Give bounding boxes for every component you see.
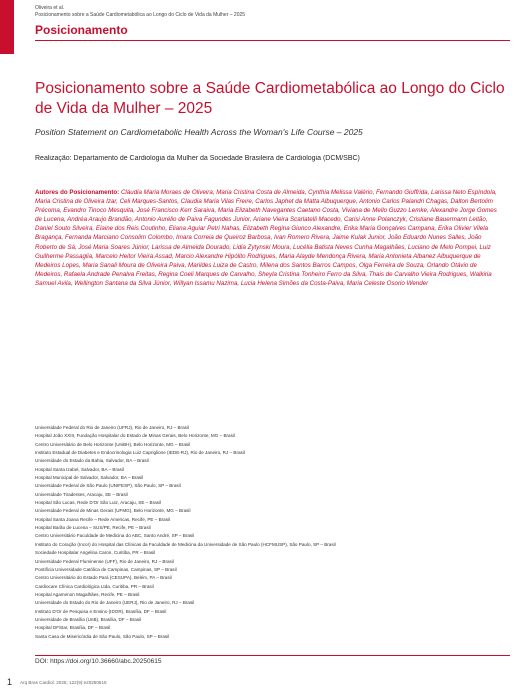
affiliation-item: Hospital Barão de Lucena – SUS/PE, Recife, PE – Brasil	[35, 525, 151, 531]
article-subtitle: Position Statement on Cardiometabolic Health Across the Woman's Life Course – 2025	[35, 127, 363, 137]
affiliation-item: Santa Casa de Misericórdia de São Paulo, São Paulo, SP – Brasil	[35, 633, 170, 639]
affiliation-item: Universidade do Estado do Rio de Janeiro (UERJ), Rio de Janeiro, RJ – Brasil	[35, 600, 195, 606]
affiliation-item: Instituto Estadual de Diabetes e Endocrinologia Luiz Capriglione (IEDE-RJ), Rio de Janeiro, RJ – Brasil	[35, 450, 245, 456]
affiliation-item: Universidade Federal de Minas Gerais (UFMG), Belo Horizonte, MG – Brasil	[35, 508, 191, 514]
affiliation-item: Hospital Santa Izabel, Salvador, BA – Brasil	[35, 466, 124, 472]
affiliation-item: Hospital Municipal de Salvador, Salvador, BA – Brasil	[35, 475, 144, 481]
affiliation-item: Hospital São Lucas, Rede D'Or São Luiz, Aracaju, SE – Brasil	[35, 500, 161, 506]
realization-line: Realização: Departamento de Cardiologia da Mulher da Sociedade Brasileira de Cardiologia (DCM/SBC)	[35, 155, 360, 162]
page-number: 1	[7, 677, 13, 687]
affiliation-item: Universidade Federal de São Paulo (UNIFESP), São Paulo, SP – Brasil	[35, 483, 181, 489]
header-accent-bar	[0, 0, 14, 54]
affiliation-item: Hospital Agamenon Magalhães, Recife, PE – Brasil	[35, 591, 140, 597]
affiliation-item: Hospital Santa Joana Recife – Rede Americas, Recife, PE – Brasil	[35, 516, 171, 522]
affiliation-item: Centro Universitário de Belo Horizonte (UniBH), Belo Horizonte, MG – Brasil	[35, 441, 191, 447]
affiliation-item: Universidade Tiradentes, Aracaju, SE – Brasil	[35, 491, 128, 497]
affiliation-item: Hospital João XXIII, Fundação Hospitalar do Estado de Minas Gerais, Belo Horizonte, MG – Brasil	[35, 433, 235, 439]
doi-link[interactable]: DOI: https://doi.org/10.36660/abc.20250615	[35, 658, 162, 665]
authors-label: Autores do Posicionamento:	[35, 189, 120, 196]
running-header	[35, 5, 495, 18]
affiliation-item: Instituto D'Or de Pesquisa e Ensino (IDOR), Brasília, DF – Brasil	[35, 608, 167, 614]
affiliation-item: Universidade de Brasília (UnB), Brasília, DF – Brasil	[35, 616, 142, 622]
affiliation-item: Universidade Federal Fluminense (UFF), Rio de Janeiro, RJ – Brasil	[35, 558, 174, 564]
affiliations-list	[35, 424, 510, 641]
affiliation-item: Universidade do Estado da Bahia, Salvador, BA – Brasil	[35, 458, 149, 464]
affiliation-item: Centro Universitário Faculdade de Medicina do ABC, Santo André, SP – Brasil	[35, 533, 195, 539]
running-header-title: Posicionamento sobre a Saúde Cardiometabólica ao Longo do Ciclo de Vida da Mulher – 2025	[35, 11, 246, 18]
authors-names: Cláudia Maria Moraes de Oliveira, Maria Cristina Costa de Almeida, Cynthia Melissa Valério, Fernando Giuffrida, Larissa Neto Espíndola, Maria Cristina de Oliveira Izar, Celi Marques-Santos, Claudia Maria Vilas Freire, Carlos Japhet da Matta Albuquerque, Antonio Carlos Palandri Chagas, Dalton Bertolim Précoma, Evandro Tinoco Mesquita, José Francisco Kerr Saraiva, Maria Elizabeth Navegantes Caetano Costa, Viviana de Mello Guzzo Lemke, Alexandre Jorge Gomes de Lucena, Andréa Araujo Brandão, Antonio Aurélio de Paiva Fagundes Junior, Ariane Vieira Scarlatelli Macedo, Carisi Anne Polanczyk, Cristiane Bauermann Leitão, Daniel Souto Silveira, Elaine dos Reis Coutinho, Eliana Aguiar Petri Nahas, Elizabeth Regina Giunco Alexandre, Erika Maria Gonçalves Campana, Erika Olivier Vilela Bragança, Fernanda Marciano Consolim Colombo, Imara Correia de Queiroz Barbosa, Ivan Romero Rivera, Jaime Kulak Junior, João Eduardo Nunes Salles, João Roberto de Sá, José Maria Soares Júnior, Larissa de Almeida Dourado, Lidia Zytynski Moura, Lucélia Batista Neves Cunha Magalhães, Luciano de Melo Pompei, Luiz Guilherme Passaglia, Marcelo Heitor Vieira Assad, Marcio Alexandre Hipólito Rodrigues, Maria Alayde Mendonça Rivera, Maria Antonieta Albanez Albuquerque de Medeiros Lopes, Maria Sanali Moura de Oliveira Paiva, Marildes Luiza de Castro, Milena dos Santos Barros Campos, Olga Ferreira de Souza, Orlando Otávio de Medeiros, Rafaela Andrade Penalva Freitas, Regina Coeli Marques de Carvalho, Sheyla Cristina Tonheiro Ferro da Silva, Thais de Carvalho Vieira Rodrigues, Walkiria Samuel Avila, Wellington Santana da Silva Júnior, Willyan Issamu Nazima, Lucia Helena Simões da Costa-Paiva, Maria Celeste Osorio Wender	[35, 189, 497, 287]
author-list	[35, 188, 505, 288]
running-header-authors: Oliveira et al.	[35, 5, 65, 11]
article-category: Posicionamento	[35, 23, 128, 37]
affiliation-item: Sociedade Hospitalar Angelina Caron, Curitiba, PR – Brasil	[35, 550, 156, 556]
affiliation-item: Hospital DFStar, Brasília, DF – Brasil	[35, 625, 111, 631]
affiliation-item: Instituto do Coração (Incor) do Hospital das Clínicas da Faculdade de Medicina da Universidade de São Paulo (HCFMUSP), São Paulo, SP – Brasil	[35, 541, 336, 547]
footer-divider	[35, 655, 510, 656]
affiliation-item: Universidade Federal do Rio de Janeiro (UFRJ), Rio de Janeiro, RJ – Brasil	[35, 425, 189, 430]
journal-citation: Arq Bras Cardiol. 2025; 122(9):e20250615	[20, 680, 107, 685]
affiliation-item: Cardiocare Clínica Cardiológica Ltda, Curitiba, PR – Brasil	[35, 583, 154, 589]
header-divider	[35, 40, 510, 41]
affiliation-item: Centro Universitário do Estado Pará (CESUPA), Belém, PA – Brasil	[35, 575, 172, 581]
article-title: Posicionamento sobre a Saúde Cardiometabólica ao Longo do Ciclo de Vida da Mulher – 2025	[35, 80, 505, 117]
affiliation-item: Pontifícia Universidade Católica de Campinas, Campinas, SP – Brasil	[35, 566, 177, 572]
